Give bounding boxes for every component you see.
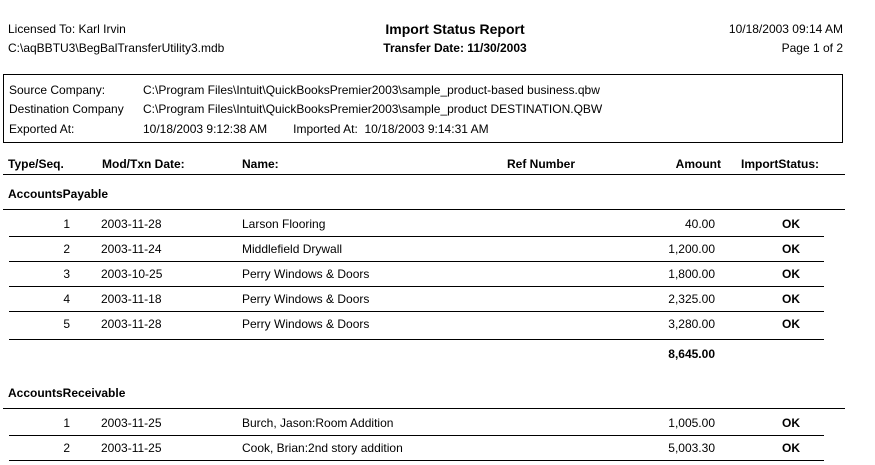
col-header-name: Name:: [242, 157, 279, 171]
source-company-value: C:\Program Files\Intuit\QuickBooksPremier2003\sample_product-based business.qbw: [143, 83, 600, 97]
table-row: [0, 317, 875, 341]
destination-company-row: [9, 102, 602, 116]
header-rule: [3, 174, 845, 175]
row-date: 2003-11-18: [101, 292, 162, 306]
table-row: [0, 217, 875, 241]
licensed-to: Licensed To: Karl Irvin: [8, 22, 126, 36]
table-row: [0, 416, 875, 440]
row-amount: 1,005.00: [668, 416, 715, 430]
row-date: 2003-11-24: [101, 242, 162, 256]
row-status: OK: [782, 267, 800, 281]
source-company-row: [9, 83, 600, 97]
row-seq: 3: [63, 267, 70, 281]
row-name: Perry Windows & Doors: [242, 267, 370, 281]
row-date: 2003-11-28: [101, 217, 162, 231]
row-status: OK: [782, 217, 800, 231]
row-rule: [9, 339, 824, 340]
exported-at-label: Exported At:: [9, 122, 75, 136]
row-status: OK: [782, 292, 800, 306]
row-seq: 5: [63, 317, 70, 331]
row-date: 2003-11-25: [101, 441, 162, 455]
row-seq: 2: [63, 441, 70, 455]
imported-at-value: 10/18/2003 9:14:31 AM: [364, 122, 489, 136]
col-header-date: Mod/Txn Date:: [102, 157, 185, 171]
row-amount: 40.00: [684, 217, 715, 231]
row-status: OK: [782, 441, 800, 455]
destination-company-label: Destination Company: [9, 102, 124, 116]
row-amount: 1,800.00: [668, 267, 715, 281]
row-seq: 2: [63, 242, 70, 256]
company-info-box: [3, 74, 843, 143]
exported-at-value: 10/18/2003 9:12:38 AM: [143, 122, 268, 136]
row-seq: 4: [63, 292, 70, 306]
row-seq: 1: [63, 416, 70, 430]
row-name: Perry Windows & Doors: [242, 317, 370, 331]
row-status: OK: [782, 416, 800, 430]
row-date: 2003-11-25: [101, 416, 162, 430]
row-amount: 2,325.00: [668, 292, 715, 306]
file-path: C:\aqBBTU3\BegBalTransferUtility3.mdb: [8, 41, 225, 55]
row-status: OK: [782, 317, 800, 331]
col-header-import-status: ImportStatus:: [741, 157, 819, 171]
section-title-ar: AccountsReceivable: [8, 386, 126, 400]
row-rule: [9, 286, 824, 287]
table-row: [0, 292, 875, 316]
row-rule: [9, 460, 824, 461]
col-header-type-seq: Type/Seq.: [8, 157, 64, 171]
row-name: Middlefield Drywall: [242, 242, 343, 256]
page-number: Page 1 of 2: [781, 41, 843, 55]
table-row: [0, 242, 875, 266]
section-total-ap: 8,645.00: [668, 347, 715, 361]
row-name: Larson Flooring: [242, 217, 326, 231]
section-title-ap: AccountsPayable: [8, 187, 109, 201]
row-rule: [9, 311, 824, 312]
transfer-date: Transfer Date: 11/30/2003: [383, 41, 527, 55]
row-amount: 3,280.00: [668, 317, 715, 331]
row-seq: 1: [63, 217, 70, 231]
row-amount: 5,003.30: [668, 441, 715, 455]
report-title: Import Status Report: [385, 21, 525, 37]
row-date: 2003-10-25: [101, 267, 163, 281]
imported-at-label: Imported At:: [293, 122, 358, 136]
report-timestamp: 10/18/2003 09:14 AM: [728, 22, 843, 36]
row-rule: [9, 236, 824, 237]
table-row: [0, 267, 875, 291]
row-name: Perry Windows & Doors: [242, 292, 370, 306]
destination-company-value: C:\Program Files\Intuit\QuickBooksPremier2003\sample_product DESTINATION.QBW: [143, 102, 603, 116]
row-name: Burch, Jason:Room Addition: [242, 416, 394, 430]
row-name: Cook, Brian:2nd story addition: [242, 441, 403, 455]
row-rule: [9, 261, 824, 262]
row-date: 2003-11-28: [101, 317, 162, 331]
table-row: [0, 441, 875, 465]
export-import-row: [9, 122, 489, 136]
col-header-ref-number: Ref Number: [507, 157, 576, 171]
row-amount: 1,200.00: [668, 242, 715, 256]
col-header-amount: Amount: [675, 157, 721, 171]
row-status: OK: [782, 242, 800, 256]
source-company-label: Source Company:: [9, 83, 106, 97]
section-rule-ap: [3, 209, 845, 210]
row-rule: [9, 435, 824, 436]
section-rule-ar: [3, 408, 845, 409]
